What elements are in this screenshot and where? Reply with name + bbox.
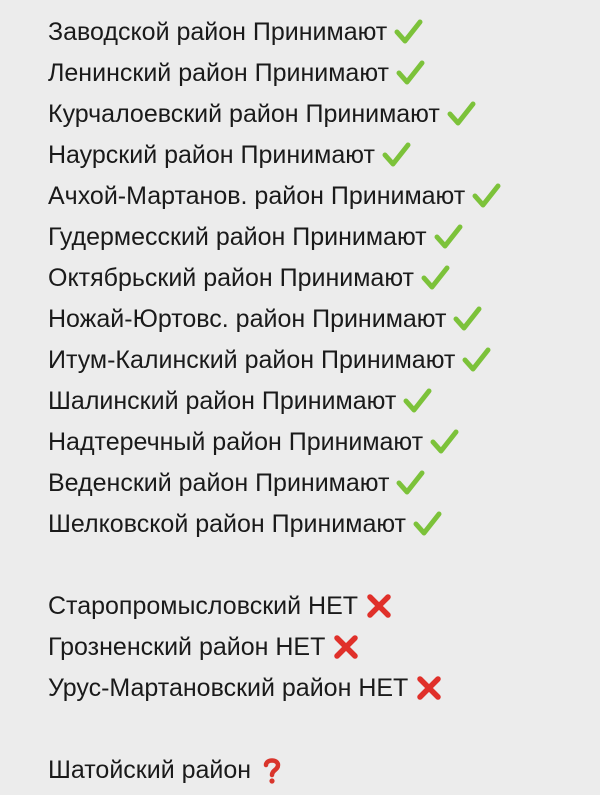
check-icon xyxy=(395,468,425,498)
check-icon xyxy=(412,509,442,539)
list-item xyxy=(48,627,361,667)
check-icon xyxy=(433,222,463,252)
check-icon xyxy=(429,427,459,457)
list-item xyxy=(48,299,482,339)
item-label: Заводской район Принимают xyxy=(48,18,388,46)
check-icon xyxy=(452,304,482,334)
item-label: Итум-Калинский район Принимают xyxy=(48,346,456,374)
list-item xyxy=(48,381,432,421)
item-label: Курчалоевский район Принимают xyxy=(48,100,440,128)
check-icon xyxy=(402,386,432,416)
item-label: Гудермесский район Принимают xyxy=(48,223,427,251)
item-label: Шелковской район Принимают xyxy=(48,510,407,538)
cross-icon xyxy=(331,632,361,662)
item-label: Старопромысловский НЕТ xyxy=(48,592,359,620)
list-item xyxy=(48,217,463,257)
list-item xyxy=(48,668,444,708)
list-item xyxy=(48,53,425,93)
item-label: Наурский район Принимают xyxy=(48,141,375,169)
list-item xyxy=(48,135,411,175)
item-label: Урус-Мартановский район НЕТ xyxy=(48,674,409,702)
list-item xyxy=(48,94,476,134)
check-icon xyxy=(393,17,423,47)
item-label: Ачхой-Мартанов. район Принимают xyxy=(48,182,466,210)
check-icon xyxy=(471,181,501,211)
list-item xyxy=(48,12,423,52)
list-item xyxy=(48,463,425,503)
question-icon xyxy=(257,755,287,785)
check-icon xyxy=(395,58,425,88)
item-label: Шалинский район Принимают xyxy=(48,387,397,415)
item-label: Ножай-Юртовс. район Принимают xyxy=(48,305,447,333)
item-label: Веденский район Принимают xyxy=(48,469,390,497)
check-icon xyxy=(461,345,491,375)
item-label: Октябрьский район Принимают xyxy=(48,264,414,292)
list-item xyxy=(48,586,394,626)
list-item xyxy=(48,258,450,298)
check-icon xyxy=(446,99,476,129)
item-label: Ленинский район Принимают xyxy=(48,59,389,87)
item-label: Шатойский район xyxy=(48,756,252,784)
check-icon xyxy=(381,140,411,170)
cross-icon xyxy=(414,673,444,703)
cross-icon xyxy=(364,591,394,621)
list-item xyxy=(48,750,287,790)
check-icon xyxy=(420,263,450,293)
item-label: Надтеречный район Принимают xyxy=(48,428,424,456)
list-item xyxy=(48,504,442,544)
list-item xyxy=(48,422,459,462)
list-item xyxy=(48,176,501,216)
list-item xyxy=(48,340,491,380)
item-label: Грозненский район НЕТ xyxy=(48,633,326,661)
